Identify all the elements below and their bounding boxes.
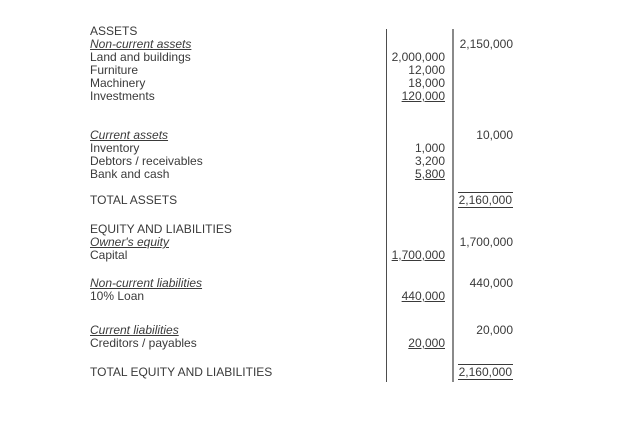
- amount-column-2: [452, 194, 513, 207]
- amount-value: 12,000: [408, 63, 445, 77]
- column-divider-line-left: [386, 29, 387, 382]
- amount-column-2: [452, 38, 513, 51]
- amount-column-1: [386, 90, 452, 103]
- row-land-and-buildings: [90, 51, 513, 64]
- amount-value: 20,000: [408, 336, 445, 350]
- amount-column-2: [452, 142, 513, 155]
- column-divider-line-right: [452, 29, 454, 382]
- amount-value: 120,000: [401, 89, 445, 103]
- amount-column-2: [452, 277, 513, 290]
- row-label: Non-current assets: [90, 37, 192, 51]
- amount-column-2: [452, 337, 513, 350]
- amount-column-1: [386, 249, 452, 262]
- amount-column-1: [386, 337, 452, 350]
- amount-column-2: [452, 90, 513, 103]
- row-label: Machinery: [90, 76, 146, 90]
- amount-column-2: [452, 77, 513, 90]
- row-label: Debtors / receivables: [90, 154, 203, 168]
- amount-value: 2,000,000: [391, 50, 445, 64]
- amount-column-1: [386, 25, 452, 38]
- amount-value: 1,700,000: [459, 235, 513, 249]
- row-bank-and-cash: [90, 168, 513, 181]
- row-label: Non-current liabilities: [90, 276, 203, 290]
- row-label: Owner's equity: [90, 235, 169, 249]
- row-label: Current liabilities: [90, 323, 179, 337]
- row-label: TOTAL EQUITY AND LIABILITIES: [90, 365, 273, 379]
- amount-column-2: [452, 249, 513, 262]
- amount-column-2: [452, 236, 513, 249]
- row-capital: [90, 249, 513, 262]
- amount-value: 18,000: [408, 76, 445, 90]
- amount-value: 440,000: [401, 289, 445, 303]
- row-current-assets: [90, 129, 513, 142]
- row-total-assets: [90, 194, 513, 207]
- row-label: TOTAL ASSETS: [90, 193, 178, 207]
- amount-column-2: [452, 64, 513, 77]
- row-label: Furniture: [90, 63, 139, 77]
- spacer-row: [90, 350, 513, 366]
- amount-value: 20,000: [476, 323, 513, 337]
- row-10-loan: [90, 290, 513, 303]
- amount-column-1: [386, 366, 452, 379]
- row-creditors-payables: [90, 337, 513, 350]
- amount-column-2: [452, 168, 513, 181]
- amount-column-2: [452, 129, 513, 142]
- row-furniture: [90, 64, 513, 77]
- row-label: Investments: [90, 89, 155, 103]
- spacer-row: [90, 207, 513, 223]
- row-label: EQUITY AND LIABILITIES: [90, 222, 232, 236]
- row-total-equity-and-liabilities: [90, 366, 513, 379]
- balance-sheet-rows: [90, 25, 513, 379]
- amount-value: 5,800: [414, 167, 445, 181]
- row-label: Bank and cash: [90, 167, 170, 181]
- row-owner-s-equity: [90, 236, 513, 249]
- amount-column-2: [452, 366, 513, 379]
- row-non-current-liabilities: [90, 277, 513, 290]
- row-label: 10% Loan: [90, 289, 145, 303]
- row-investments: [90, 90, 513, 103]
- amount-column-1: [386, 290, 452, 303]
- spacer-row: [90, 262, 513, 277]
- spacer-row: [90, 303, 513, 324]
- amount-value: 440,000: [469, 276, 513, 290]
- amount-column-1: [386, 168, 452, 181]
- spacer-row: [90, 103, 513, 129]
- amount-column-1: [386, 223, 452, 236]
- row-label: Capital: [90, 248, 128, 262]
- row-label: Inventory: [90, 141, 140, 155]
- amount-value: 1,000: [414, 141, 445, 155]
- amount-column-2: [452, 51, 513, 64]
- row-label: Creditors / payables: [90, 336, 197, 350]
- amount-value: 1,700,000: [391, 248, 445, 262]
- row-label: ASSETS: [90, 24, 138, 38]
- amount-value: 2,150,000: [459, 37, 513, 51]
- amount-value: 3,200: [414, 154, 445, 168]
- row-label: Current assets: [90, 128, 169, 142]
- amount-value: 10,000: [476, 128, 513, 142]
- amount-column-2: [452, 290, 513, 303]
- total-amount-value: 2,160,000: [458, 365, 512, 379]
- total-amount-value: 2,160,000: [458, 193, 512, 207]
- amount-column-2: [452, 155, 513, 168]
- amount-column-1: [386, 194, 452, 207]
- row-label: Land and buildings: [90, 50, 191, 64]
- amount-column-2: [452, 324, 513, 337]
